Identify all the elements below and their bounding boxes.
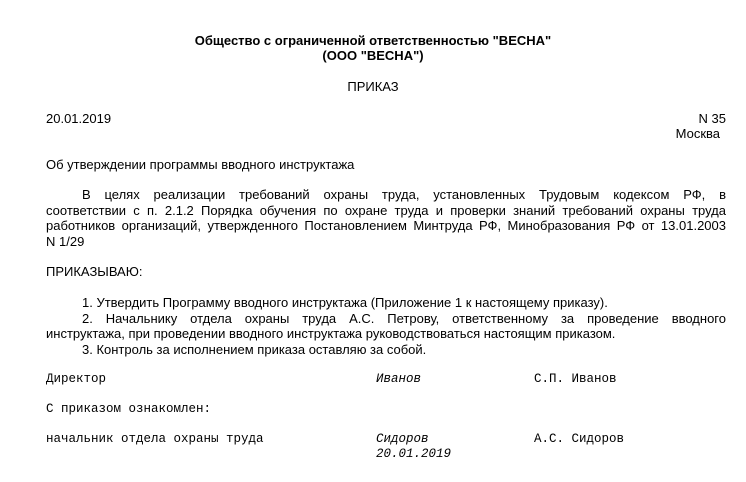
document-city: Москва <box>675 126 720 141</box>
preamble-line-2: соответствии с п. 2.1.2 Порядка обучения по охране труда и проверки знаний требований охраны труда <box>46 203 726 218</box>
order-item-3: 3. Контроль за исполнением приказа оставляю за собой. <box>82 342 427 357</box>
order-item-1: 1. Утвердить Программу вводного инструктажа (Приложение 1 к настоящему приказу). <box>82 295 608 310</box>
employee-name: А.С. Сидоров <box>534 432 625 446</box>
org-name: Общество с ограниченной ответственностью "ВЕСНА" <box>194 33 552 48</box>
order-word: ПРИКАЗЫВАЮ: <box>46 264 143 279</box>
preamble-line-3: работников организаций, утвержденного Постановлением Минтруда РФ, Минобразования РФ от 13.01.2003 <box>46 218 726 233</box>
order-item-2-line-2: инструктажа, при проведении вводного инструктажа руководствоваться настоящим приказом. <box>46 326 616 341</box>
acquainted-label: С приказом ознакомлен: <box>46 402 212 416</box>
employee-signature: Сидоров <box>376 432 429 446</box>
document-type: ПРИКАЗ <box>347 79 399 94</box>
document-date: 20.01.2019 <box>46 111 112 126</box>
preamble-line-4: N 1/29 <box>46 234 85 249</box>
director-signature: Иванов <box>376 372 422 386</box>
org-short-name: (ООО "ВЕСНА") <box>322 48 424 63</box>
director-title: Директор <box>46 372 107 386</box>
document-subject: Об утверждении программы вводного инструктажа <box>46 157 355 172</box>
employee-title: начальник отдела охраны труда <box>46 432 264 446</box>
preamble-line-1: В целях реализации требований охраны труда, установленных Трудовым кодексом РФ, в <box>82 187 726 202</box>
order-item-2-line-1: 2. Начальнику отдела охраны труда А.С. Петрову, ответственному за проведение вводного <box>82 311 726 326</box>
employee-sign-date: 20.01.2019 <box>376 447 452 461</box>
document-number: N 35 <box>698 111 726 126</box>
director-name: С.П. Иванов <box>534 372 617 386</box>
